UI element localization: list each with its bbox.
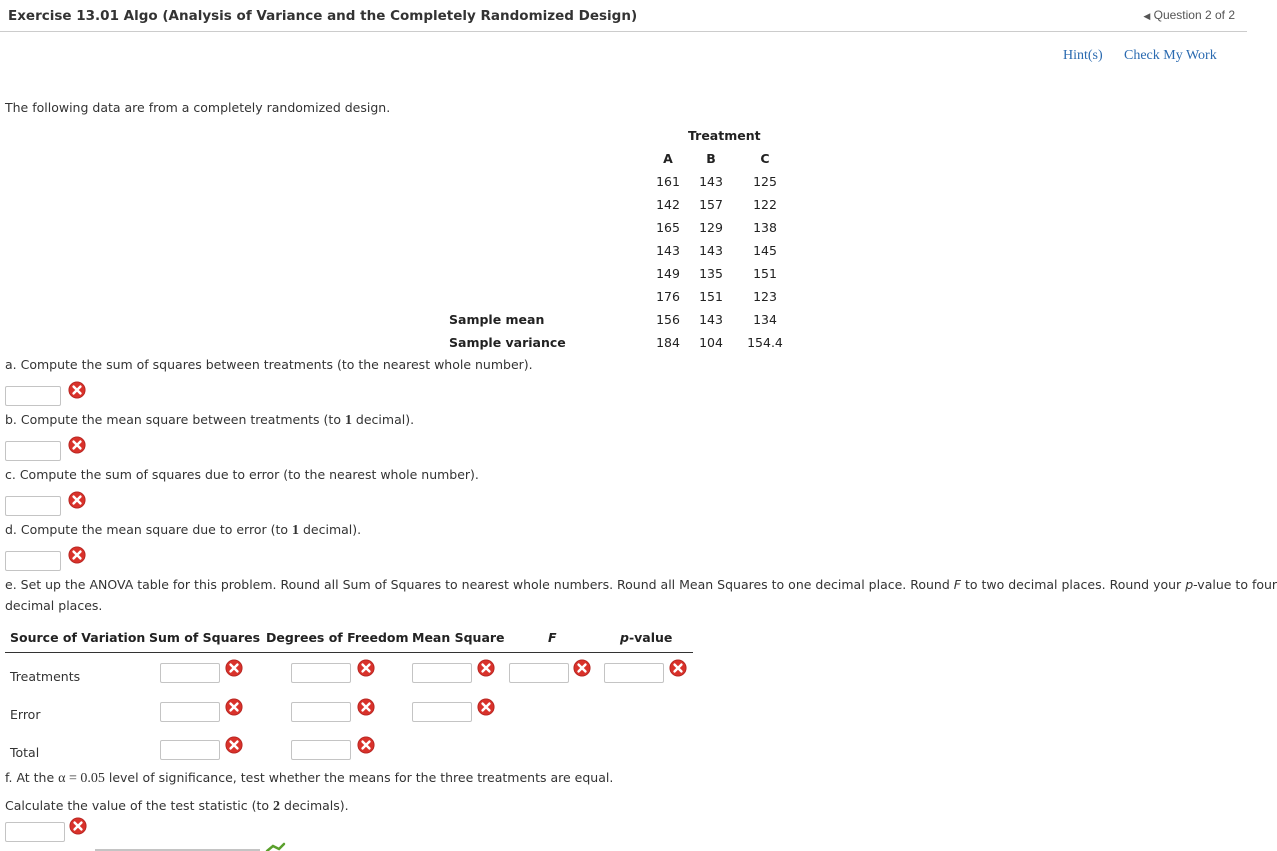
sample-variance-value: 154.4 xyxy=(747,335,783,350)
incorrect-x-icon xyxy=(357,736,375,754)
page-title: Exercise 13.01 Algo (Analysis of Variance and the Completely Randomized Design) xyxy=(8,8,638,24)
anova-row-error: Error xyxy=(10,707,41,722)
anova-row-treatments: Treatments xyxy=(10,669,81,684)
test-statistic-input[interactable] xyxy=(5,822,65,842)
data-cell: 142 xyxy=(656,197,680,212)
data-cell: 122 xyxy=(753,197,777,212)
question-e-f: F xyxy=(953,577,961,592)
question-nav-label: Question 2 of 2 xyxy=(1153,8,1235,22)
treatments-pvalue-input[interactable] xyxy=(604,663,664,683)
treatment-header: Treatment xyxy=(688,128,761,143)
question-f-text: f. At the xyxy=(5,770,59,785)
data-cell: 143 xyxy=(656,243,680,258)
col-header-a: A xyxy=(663,151,673,166)
error-ms-input[interactable] xyxy=(412,702,472,722)
question-f-alpha: α = 0.05 xyxy=(58,771,105,786)
question-b-text: b. Compute the mean square between treatments (to xyxy=(5,412,345,427)
question-d xyxy=(5,522,361,539)
question-d-digits: 1 xyxy=(292,523,299,538)
question-e-line2: decimal places. xyxy=(5,598,103,613)
data-cell: 176 xyxy=(656,289,680,304)
question-a: a. Compute the sum of squares between treatments (to the nearest whole number). xyxy=(5,357,533,372)
data-cell: 125 xyxy=(753,174,777,189)
question-f-calc xyxy=(5,798,349,815)
anova-header-p xyxy=(620,630,672,645)
header-divider xyxy=(0,31,1247,32)
treatments-f-input[interactable] xyxy=(509,663,569,683)
treatments-df-input[interactable] xyxy=(291,663,351,683)
answer-a-input[interactable] xyxy=(5,386,61,406)
incorrect-x-icon xyxy=(357,659,375,677)
data-cell: 165 xyxy=(656,220,680,235)
sample-mean-value: 143 xyxy=(699,312,723,327)
data-cell: 135 xyxy=(699,266,723,281)
answer-b-input[interactable] xyxy=(5,441,61,461)
incorrect-x-icon xyxy=(69,817,87,835)
question-f-calc-text: Calculate the value of the test statistic (to xyxy=(5,798,274,813)
question-f-text: level of significance, test whether the means for the three treatments are equal. xyxy=(104,770,614,785)
col-header-b: B xyxy=(706,151,716,166)
data-cell: 143 xyxy=(699,174,723,189)
error-ss-input[interactable] xyxy=(160,702,220,722)
question-e-text: -value to four xyxy=(1193,577,1277,592)
question-nav[interactable] xyxy=(1143,8,1235,22)
incorrect-x-icon xyxy=(68,436,86,454)
data-cell: 149 xyxy=(656,266,680,281)
question-d-suffix: decimal). xyxy=(299,522,362,537)
answer-d-input[interactable] xyxy=(5,551,61,571)
anova-row-total: Total xyxy=(10,745,40,760)
anova-header-f: F xyxy=(548,630,557,645)
sample-mean-label: Sample mean xyxy=(449,312,545,327)
question-f-calc-suffix: decimals). xyxy=(280,798,349,813)
data-cell: 145 xyxy=(753,243,777,258)
incorrect-x-icon xyxy=(225,659,243,677)
data-cell: 161 xyxy=(656,174,680,189)
check-icon xyxy=(264,843,286,851)
incorrect-x-icon xyxy=(68,491,86,509)
sample-variance-value: 184 xyxy=(656,335,680,350)
data-cell: 123 xyxy=(753,289,777,304)
anova-header-divider xyxy=(5,652,693,653)
anova-header-p-italic: p xyxy=(620,630,629,645)
question-e-text: to two decimal places. Round your xyxy=(960,577,1186,592)
question-b-digits: 1 xyxy=(344,413,352,428)
question-b-suffix: decimal). xyxy=(351,412,415,427)
question-b xyxy=(5,412,414,429)
answer-c-input[interactable] xyxy=(5,496,61,516)
check-my-work-link[interactable]: Check My Work xyxy=(1124,48,1217,63)
anova-header-source: Source of Variation xyxy=(10,630,146,645)
incorrect-x-icon xyxy=(669,659,687,677)
col-header-c: C xyxy=(760,151,770,166)
total-df-input[interactable] xyxy=(291,740,351,760)
incorrect-x-icon xyxy=(68,381,86,399)
incorrect-x-icon xyxy=(68,546,86,564)
question-e-text: e. Set up the ANOVA table for this problem. Round all Sum of Squares to nearest whole numbers. Round all Mean Squares to one decimal place. Round xyxy=(5,577,954,592)
question-c: c. Compute the sum of squares due to error (to the nearest whole number). xyxy=(5,467,479,482)
question-d-text: d. Compute the mean square due to error (to xyxy=(5,522,292,537)
incorrect-x-icon xyxy=(477,659,495,677)
anova-header-ms: Mean Square xyxy=(412,630,505,645)
treatments-ms-input[interactable] xyxy=(412,663,472,683)
prev-arrow-icon[interactable]: ◀ xyxy=(1143,11,1151,21)
data-cell: 138 xyxy=(753,220,777,235)
anova-header-df: Degrees of Freedom xyxy=(266,630,409,645)
incorrect-x-icon xyxy=(357,698,375,716)
error-df-input[interactable] xyxy=(291,702,351,722)
total-ss-input[interactable] xyxy=(160,740,220,760)
question-e-p: p xyxy=(1185,577,1194,592)
sample-mean-value: 156 xyxy=(656,312,680,327)
anova-header-p-rest: -value xyxy=(628,630,673,645)
sample-mean-value: 134 xyxy=(753,312,777,327)
hints-link[interactable]: Hint(s) xyxy=(1063,48,1103,63)
question-f xyxy=(5,770,613,787)
sample-variance-value: 104 xyxy=(699,335,723,350)
question-e-line1 xyxy=(5,577,1277,592)
incorrect-x-icon xyxy=(573,659,591,677)
data-cell: 143 xyxy=(699,243,723,258)
incorrect-x-icon xyxy=(225,698,243,716)
data-cell: 151 xyxy=(699,289,723,304)
incorrect-x-icon xyxy=(225,736,243,754)
data-cell: 151 xyxy=(753,266,777,281)
anova-header-ss: Sum of Squares xyxy=(149,630,261,645)
question-f-calc-digits: 2 xyxy=(273,799,281,814)
intro-text: The following data are from a completely randomized design. xyxy=(5,100,391,115)
data-cell: 157 xyxy=(699,197,723,212)
incorrect-x-icon xyxy=(477,698,495,716)
treatments-ss-input[interactable] xyxy=(160,663,220,683)
data-cell: 129 xyxy=(699,220,723,235)
sample-variance-label: Sample variance xyxy=(449,335,566,350)
